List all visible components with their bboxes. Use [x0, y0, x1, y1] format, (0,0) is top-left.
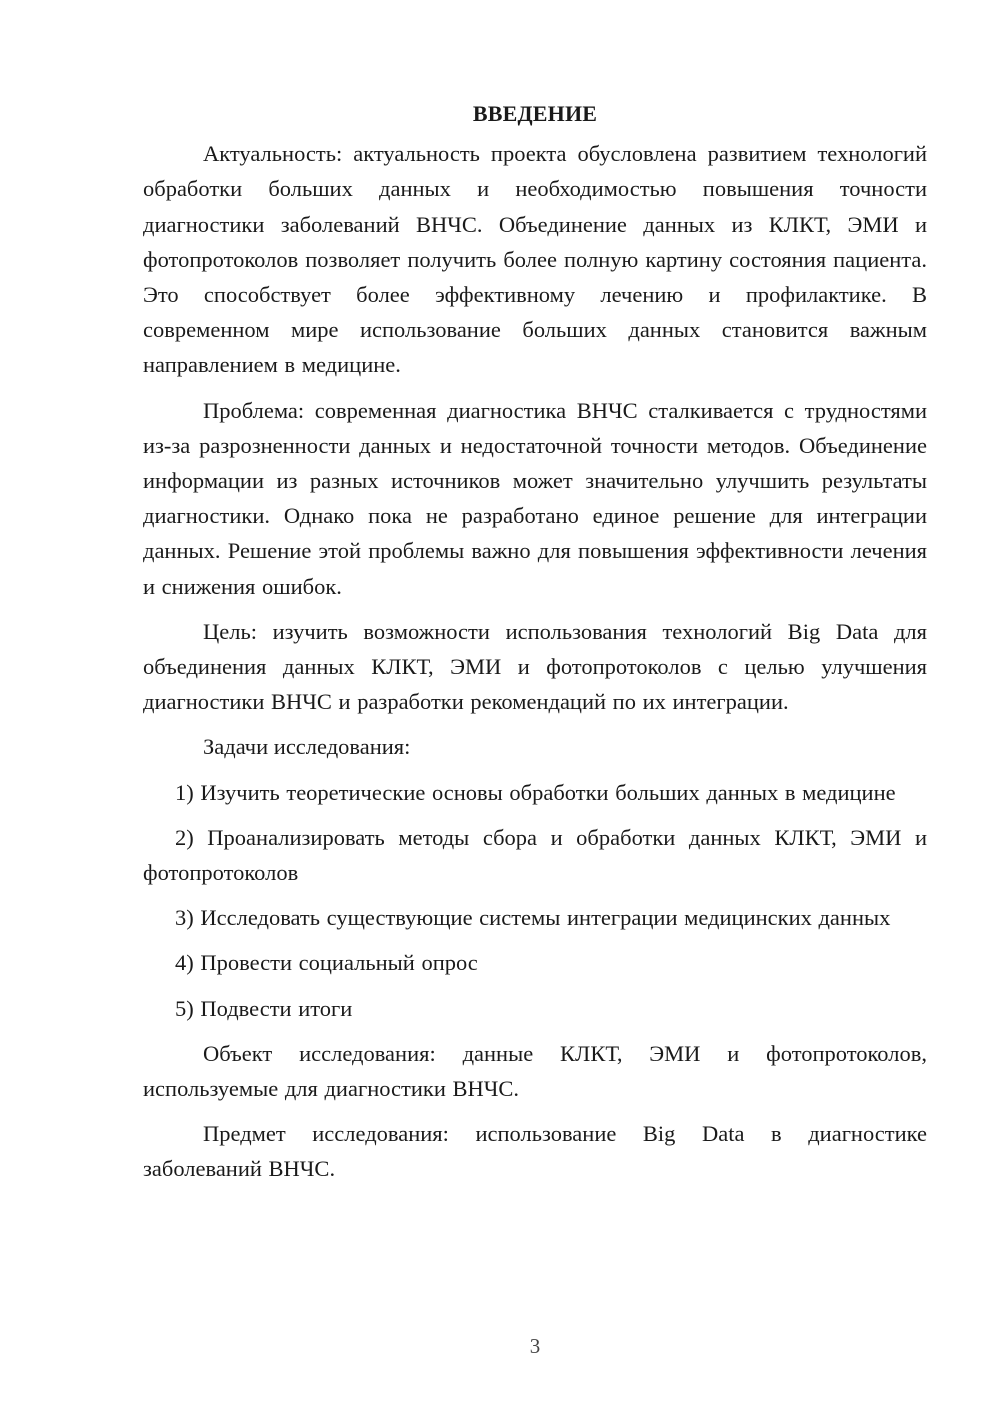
page-content: [143, 96, 927, 1197]
list-item: 5) Подвести итоги: [175, 995, 353, 1021]
relevance-paragraph: Актуальность: актуальность проекта обусловлена развитием технологий обработки больших данных и необходимостью повышения точности диагностики заболеваний ВНЧС. Объединение данных из КЛКТ, ЭМИ и фотопротоколов позволяет получить более полную картину состояния пациента. Это способствует более эффективному лечению и профилактике. В современном мире использование больших данных становится важным направлением в медицине.: [143, 141, 927, 378]
goal-paragraph: Цель: изучить возможности использования технологий Big Data для объединения данных КЛКТ, ЭМИ и фотопротоколов с целью улучшения диагностики ВНЧС и разработки рекомендаций по их интеграции.: [143, 618, 927, 715]
subject-paragraph: Предмет исследования: использование Big Data в диагностике заболеваний ВНЧС.: [143, 1121, 927, 1182]
tasks-heading: Задачи исследования:: [203, 734, 411, 760]
page-title: ВВЕДЕНИЕ: [472, 101, 598, 126]
tasks-list: [143, 775, 927, 1026]
problem-paragraph: Проблема: современная диагностика ВНЧС сталкивается с трудностями из-за разрозненности данных и недостаточной точности методов. Объединение информации из разных источников может значительно улучшить результаты диагностики. Однако пока не разработано единое решение для интеграции данных. Решение этой проблемы важно для повышения эффективности лечения и снижения ошибок.: [143, 397, 927, 599]
list-item: 3) Исследовать существующие системы интеграции медицинских данных: [175, 905, 891, 931]
list-item: 2) Проанализировать методы сбора и обработки данных КЛКТ, ЭМИ и фотопротоколов: [143, 824, 927, 886]
page-number: 3: [529, 1334, 541, 1358]
object-paragraph: Объект исследования: данные КЛКТ, ЭМИ и фотопротоколов, используемые для диагностики ВНЧС.: [143, 1040, 927, 1102]
list-item: 1) Изучить теоретические основы обработки больших данных в медицине: [175, 779, 896, 805]
list-item: 4) Провести социальный опрос: [175, 950, 478, 976]
